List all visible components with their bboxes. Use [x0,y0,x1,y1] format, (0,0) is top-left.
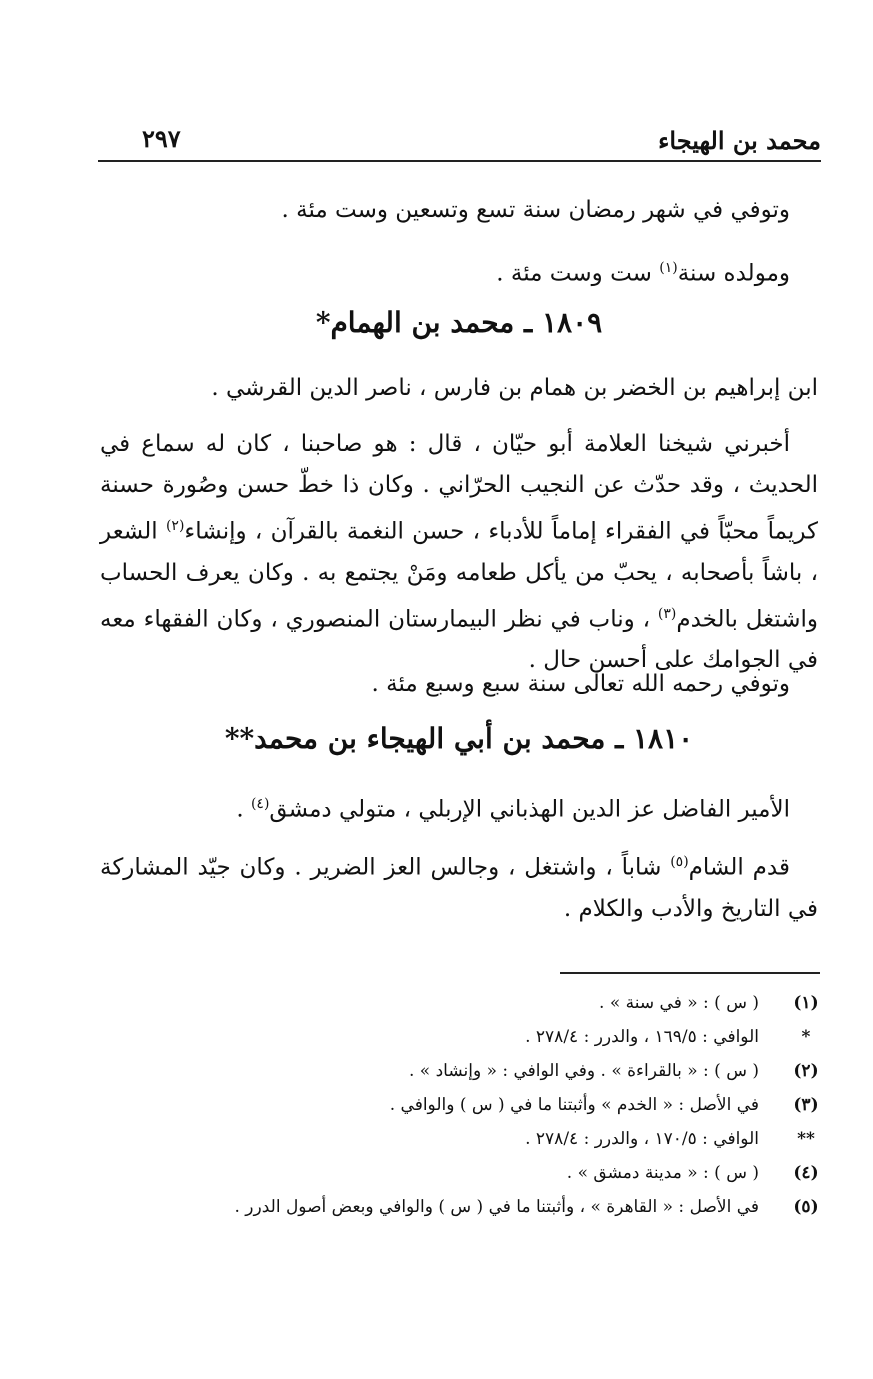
footnote-ref-1: (١) [659,260,678,276]
footnote-text: ( س ) : « بالقراءة » . وفي الوافي : « وإنشاد » . [408,1061,759,1081]
entry-1810-lineage [100,784,818,831]
footnote [90,1124,821,1154]
footnote-mark: (٤) [793,1163,819,1183]
footnote-mark: (٣) [793,1095,819,1115]
footnote-text: في الأصل : « الخدم » وأثبتنا ما في ( س ) والوافي . [389,1095,759,1115]
entry-title-1809: ١٨٠٩ ـ محمد بن الهمام* [315,306,603,339]
footnote [90,1090,821,1120]
footnote-mark: * [801,1027,811,1047]
footnote [90,1192,821,1222]
birth-text-end: ست وست مئة . [496,260,660,287]
footnote [90,1056,821,1086]
bio-part-b: الشعر ، باشاً بأصحابه ، يحبّ من يأكل طعامه ومَنْ يجتمع به . وكان يعرف الحساب واشتغل بالخدم [100,518,818,633]
footnote-ref-4: (٤) [250,796,270,812]
footnote-mark: (٥) [793,1197,819,1217]
footnote-ref-5: (٥) [670,854,689,870]
footnote-mark: (١) [793,993,819,1013]
footnote [90,1158,821,1188]
running-title: محمد بن الهيجاء [658,126,821,155]
footnote [90,1022,821,1052]
footnote-text: ( س ) : « في سنة » . [599,993,759,1013]
entry-title-1810: ١٨١٠ ـ محمد بن أبي الهيجاء بن محمد** [224,722,694,755]
entry-1810-biography [100,842,818,930]
lineage-text: الأمير الفاضل عز الدين الهذباني الإربلي ، متولي دمشق [269,796,790,823]
footnote-ref-2: (٢) [165,518,185,534]
bio-1810-text: قدم الشام [688,854,790,881]
entry-1809-lineage: ابن إبراهيم بن الخضر بن همام بن فارس ، ناصر الدين القرشي . [211,375,818,401]
page-header [98,120,821,162]
birth-text: ومولده سنة [677,260,790,287]
footnote-ref-3: (٣) [657,605,677,622]
page-number: ٢٩٧ [142,124,181,153]
footnote-mark: (٢) [793,1061,819,1081]
bio-part-c: ، وناب في نظر البيمارستان المنصوري ، وكان الفقهاء معه في الجوامك على أحسن حال . [100,606,818,674]
footnote [90,988,821,1018]
paragraph-birth-date [100,248,818,295]
lineage-end: . [236,796,251,823]
footnote-mark: ** [797,1129,815,1149]
footnote-text: الوافي : ١٦٩/٥ ، والدرر : ٢٧٨/٤ . [525,1027,759,1047]
footnote-separator [560,972,820,974]
bio-1810-text-end: شاباً ، واشتغل ، وجالس العز الضرير . وكان جيّد المشاركة في التاريخ والأدب والكلام . [100,854,818,922]
entry-1809-biography [100,424,818,681]
footnote-text: الوافي : ١٧٠/٥ ، والدرر : ٢٧٨/٤ . [525,1129,759,1149]
footnote-text: في الأصل : « القاهرة » ، وأثبتنا ما في ( س ) والوافي وبعض أصول الدرر . [234,1197,759,1217]
bio-part-a: أخبرني شيخنا العلامة أبو حيّان ، قال : هو صاحبنا ، كان له سماع في الحديث ، وقد حدّث عن النجيب الحرّاني . وكان ذا خطّ حسن وصُورة حسنة كريماً محبّاً في الفقراء إماماً للأدباء ، حسن النغمة بالقرآن ، وإنشاء [100,431,818,545]
footnote-text: ( س ) : « مدينة دمشق » . [566,1163,759,1183]
entry-1809-death: وتوفي رحمه الله تعالى سنة سبع وسبع مئة . [371,671,790,697]
paragraph-death-date: وتوفي في شهر رمضان سنة تسع وتسعين وست مئة . [281,197,790,223]
